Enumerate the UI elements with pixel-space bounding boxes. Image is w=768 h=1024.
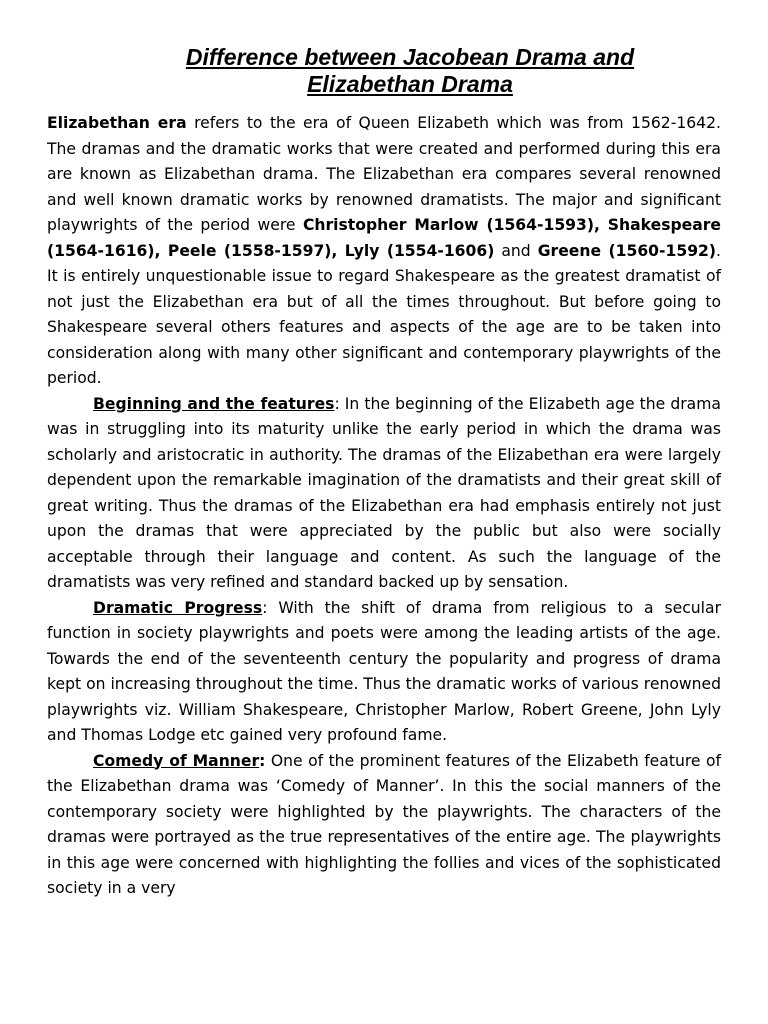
conjunction-and: and [494, 241, 538, 260]
paragraph-text: refers to the era of Queen Elizabeth which was from 1562-1642. The dramas and the dramatic works that were created and performed during this era are known as Elizabethan drama. The Elizabethan era compares several renowned and well known dramatic works by renowned dramatists. The major and significant playwrights of the period were [47, 114, 721, 234]
paragraph-elizabethan-era [47, 111, 721, 392]
heading-beginning-features: Beginning and the features [93, 394, 335, 413]
title-line-2: Elizabethan Drama [307, 71, 513, 97]
paragraph-text-continued: . It is entirely unquestionable issue to regard Shakespeare as the greatest dramatist of not just the Elizabethan era but of all the times throughout. But before going to Shakespeare several others features and aspects of the age are to be taken into consideration along with many other significant and contemporary playwrights of the period. [47, 241, 721, 387]
paragraph-text: : With the shift of drama from religious to a secular function in society playwrights and poets were among the leading artists of the age. Towards the end of the seventeenth century the popularity and progress of drama kept on increasing throughout the time. Thus the dramatic works of various renowned playwrights viz. William Shakespeare, Christopher Marlow, Robert Greene, John Lyly and Thomas Lodge etc gained very profound fame. [47, 598, 721, 744]
heading-colon: : [259, 751, 266, 770]
paragraph-dramatic-progress [47, 596, 721, 749]
heading-dramatic-progress: Dramatic Progress [93, 598, 263, 617]
playwright-names: Christopher Marlow (1564-1593), Shakespeare (1564-1616), Peele (1558-1597), Lyly (1554-1606) [47, 216, 722, 260]
paragraph-text: One of the prominent features of the Elizabeth feature of the Elizabethan drama was ‘Comedy of Manner’. In this the social manners of the contemporary society were highlighted by the playwrights. The characters of the dramas were portrayed as the true representatives of the entire age. The playwrights in this age were concerned with highlighting the follies and vices of the sophisticated society in a very [47, 751, 721, 897]
term-elizabethan-era: Elizabethan era [47, 114, 187, 132]
paragraph-text: : In the beginning of the Elizabeth age the drama was in struggling into its maturity unlike the early period in which the drama was scholarly and aristocratic in authority. The dramas of the Elizabethan era were largely dependent upon the remarkable imagination of the dramatists and their great skill of great writing. Thus the dramas of the Elizabethan era had emphasis entirely not just upon the dramas that were appreciated by the public but also were socially acceptable through their language and content. As such the language of the dramatists was very refined and standard backed up by sensation. [47, 394, 721, 591]
paragraph-beginning-features [47, 392, 721, 596]
paragraph-comedy-of-manner [47, 749, 721, 902]
playwright-greene: Greene (1560-1592) [537, 241, 717, 260]
title-line-1: Difference between Jacobean Drama and [185, 44, 635, 70]
document-body [47, 111, 721, 902]
heading-comedy-of-manner: Comedy of Manner [93, 751, 260, 770]
document-title [120, 44, 700, 98]
